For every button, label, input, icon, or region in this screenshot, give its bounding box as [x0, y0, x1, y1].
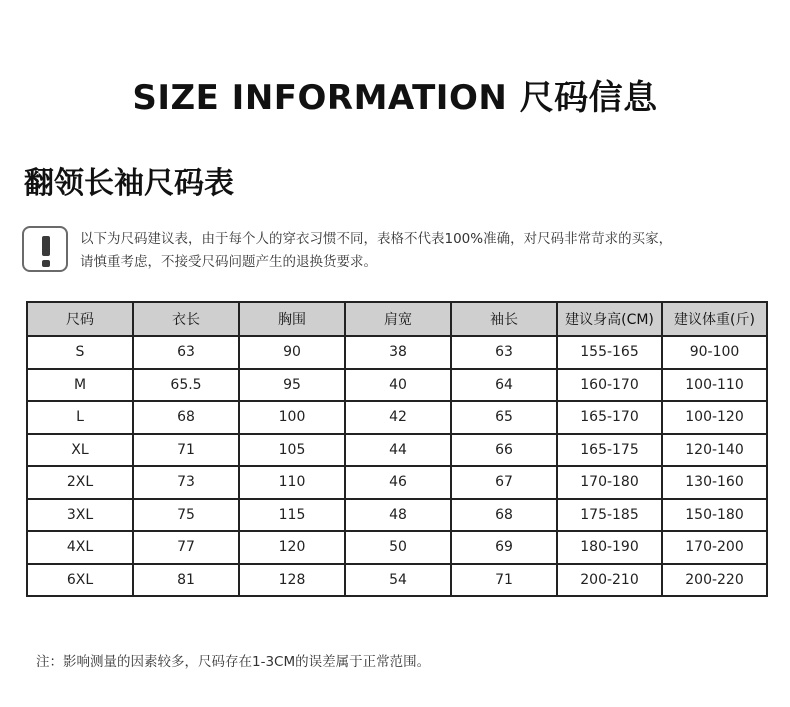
table-cell: 120: [239, 531, 345, 564]
table-cell: 130-160: [662, 466, 767, 499]
notice-line-1: 以下为尺码建议表，由于每个人的穿衣习惯不同，表格不代表100%准确，对尺码非常苛求的买家，: [80, 231, 673, 247]
table-row: [27, 336, 767, 369]
header-height: 建议身高(CM): [557, 302, 662, 336]
header-size: 尺码: [27, 302, 133, 336]
header-shoulder: 肩宽: [345, 302, 451, 336]
table-row: [27, 466, 767, 499]
table-cell: 46: [345, 466, 451, 499]
table-cell: 90-100: [662, 336, 767, 369]
table-row: [27, 434, 767, 467]
table-cell: 66: [451, 434, 557, 467]
table-cell: 40: [345, 369, 451, 402]
table-cell: 71: [451, 564, 557, 597]
table-cell: L: [27, 401, 133, 434]
size-table: [26, 301, 768, 597]
table-cell: 150-180: [662, 499, 767, 532]
notice-text: [80, 228, 780, 274]
table-row: [27, 369, 767, 402]
exclamation-icon: [22, 226, 68, 272]
table-cell: 65: [451, 401, 557, 434]
table-cell: 3XL: [27, 499, 133, 532]
table-cell: 71: [133, 434, 239, 467]
table-cell: 63: [133, 336, 239, 369]
table-cell: 160-170: [557, 369, 662, 402]
table-cell: 64: [451, 369, 557, 402]
table-cell: 105: [239, 434, 345, 467]
table-cell: 110: [239, 466, 345, 499]
table-cell: 81: [133, 564, 239, 597]
footnote: 注：影响测量的因素较多，尺码存在1-3CM的误差属于正常范围。: [36, 654, 431, 670]
table-cell: 165-170: [557, 401, 662, 434]
header-weight: 建议体重(斤): [662, 302, 767, 336]
table-body: [27, 336, 767, 596]
table-cell: 100: [239, 401, 345, 434]
table-cell: 44: [345, 434, 451, 467]
notice-box: [22, 226, 782, 278]
table-cell: 63: [451, 336, 557, 369]
table-row: [27, 564, 767, 597]
table-cell: 200-220: [662, 564, 767, 597]
table-cell: 200-210: [557, 564, 662, 597]
table-cell: 73: [133, 466, 239, 499]
table-cell: 6XL: [27, 564, 133, 597]
table-cell: 175-185: [557, 499, 662, 532]
table-header-row: [27, 302, 767, 336]
table-cell: 100-110: [662, 369, 767, 402]
table-row: [27, 401, 767, 434]
table-cell: 170-180: [557, 466, 662, 499]
table-cell: 48: [345, 499, 451, 532]
table-cell: 95: [239, 369, 345, 402]
table-cell: 165-175: [557, 434, 662, 467]
table-cell: 67: [451, 466, 557, 499]
header-chest: 胸围: [239, 302, 345, 336]
header-length: 衣长: [133, 302, 239, 336]
table-cell: 75: [133, 499, 239, 532]
table-cell: 180-190: [557, 531, 662, 564]
table-cell: 50: [345, 531, 451, 564]
table-cell: 90: [239, 336, 345, 369]
table-cell: 115: [239, 499, 345, 532]
table-cell: M: [27, 369, 133, 402]
table-cell: 69: [451, 531, 557, 564]
page-title: SIZE INFORMATION 尺码信息: [132, 78, 658, 118]
table-cell: 68: [451, 499, 557, 532]
header-sleeve: 袖长: [451, 302, 557, 336]
table-cell: 42: [345, 401, 451, 434]
table-cell: 65.5: [133, 369, 239, 402]
table-cell: 128: [239, 564, 345, 597]
section-title: 翻领长袖尺码表: [24, 166, 234, 201]
table-cell: 4XL: [27, 531, 133, 564]
table-cell: S: [27, 336, 133, 369]
table-cell: 77: [133, 531, 239, 564]
table-cell: 68: [133, 401, 239, 434]
table-cell: XL: [27, 434, 133, 467]
table-cell: 120-140: [662, 434, 767, 467]
notice-line-2: 请慎重考虑，不接受尺码问题产生的退换货要求。: [80, 254, 377, 270]
table-cell: 155-165: [557, 336, 662, 369]
table-row: [27, 499, 767, 532]
table-row: [27, 531, 767, 564]
table-cell: 2XL: [27, 466, 133, 499]
table-cell: 38: [345, 336, 451, 369]
table-cell: 170-200: [662, 531, 767, 564]
table-cell: 100-120: [662, 401, 767, 434]
table-cell: 54: [345, 564, 451, 597]
